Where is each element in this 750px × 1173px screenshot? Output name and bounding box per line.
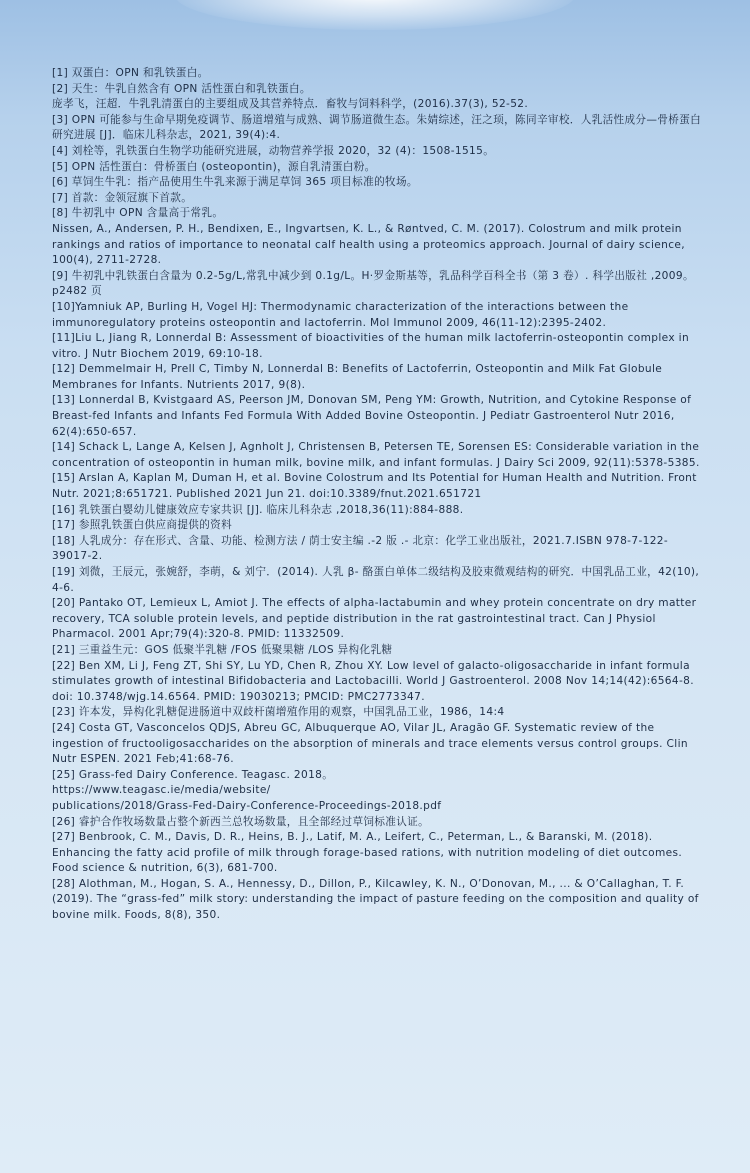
reference-item: [6] 草饲生牛乳：指产品使用生牛乳来源于满足草饲 365 项目标准的牧场。 xyxy=(52,176,418,189)
reference-item: 庞孝飞，汪超．牛乳乳清蛋白的主要组成及其营养特点．畜牧与饲料科学，(2016).37(3), 52-52. xyxy=(52,98,529,111)
reference-item: [19] 刘微，王辰元，张婉舒，李萌，& 刘宁．(2014). 人乳 β- 酪蛋白单体二级结构及胶束微观结构的研究．中国乳品工业，42(10), 4-6. xyxy=(52,566,700,594)
reference-list xyxy=(52,66,704,924)
reference-item: [12] Demmelmair H, Prell C, Timby N, Lonnerdal B: Benefits of Lactoferrin, Osteopontin and Milk Fat Globule Membranes for Infants. Nutrients 2017, 9(8). xyxy=(52,363,663,391)
reference-item: [21] 三重益生元：GOS 低聚半乳糖 /FOS 低聚果糖 /LOS 异构化乳糖 xyxy=(52,643,393,656)
reference-item: [27] Benbrook, C. M., Davis, D. R., Heins, B. J., Latif, M. A., Leifert, C., Peterman, L., & Baranski, M. (2018). Enhancing the fatty acid profile of milk through forage‐based rations, with nutrition modeling of diet outcomes. Food science & nutrition, 6(3), 681-700. xyxy=(52,831,683,875)
reference-item: [11]Liu L, Jiang R, Lonnerdal B: Assessment of bioactivities of the human milk lactoferrin-osteopontin complex in vitro. J Nutr Biochem 2019, 69:10-18. xyxy=(52,332,690,360)
reference-item: [15] Arslan A, Kaplan M, Duman H, et al. Bovine Colostrum and Its Potential for Human Health and Nutrition. Front Nutr. 2021;8:651721. Published 2021 Jun 21. doi:10.3389/fnut.2021.651721 xyxy=(52,472,697,501)
top-light-glow xyxy=(175,0,575,30)
reference-item: [22] Ben XM, Li J, Feng ZT, Shi SY, Lu YD, Chen R, Zhou XY. Low level of galacto-oligosaccharide in infant formula stimulates growth of intestinal Bifidobacteria and Lactobacilli. World J Gastroenterol. 2008 Nov 14;14(42):6564-8. doi: 10.3748/wjg.14.6564. PMID: 19030213; PMCID: PMC2773347. xyxy=(52,659,694,703)
reference-item: publications/2018/Grass-Fed-Dairy-Conference-Proceedings-2018.pdf xyxy=(52,799,442,812)
reference-item: [25] Grass-fed Dairy Conference. Teagasc. 2018。 xyxy=(52,768,334,781)
reference-item: [18] 人乳成分：存在形式、含量、功能、检测方法 / 荫士安主编 .-2 版 .- 北京：化学工业出版社，2021.7.ISBN 978-7-122-39017-2. xyxy=(52,534,669,563)
reference-item: [26] 睿护合作牧场数量占整个新西兰总牧场数量，且全部经过草饲标准认证。 xyxy=(52,815,430,828)
reference-item: [9] 牛初乳中乳铁蛋白含量为 0.2-5g/L,常乳中减少到 0.1g/L。H·罗金斯基等，乳品科学百科全书（第 3 卷）. 科学出版社 ,2009。p2482 页 xyxy=(52,269,694,298)
reference-item: [23] 许本发，异构化乳糖促进肠道中双歧杆菌增殖作用的观察，中国乳品工业，1986，14:4 xyxy=(52,706,505,719)
reference-item: [16] 乳铁蛋白婴幼儿健康效应专家共识 [J]. 临床儿科杂志 ,2018,36(11):884-888. xyxy=(52,503,464,516)
reference-item: [5] OPN 活性蛋白：骨桥蛋白 (osteopontin)，源自乳清蛋白粉。 xyxy=(52,160,376,173)
reference-item: [2] 天生：牛乳自然含有 OPN 活性蛋白和乳铁蛋白。 xyxy=(52,82,311,95)
reference-item: [7] 首款：金领冠旗下首款。 xyxy=(52,191,193,204)
reference-item: https://www.teagasc.ie/media/website/ xyxy=(52,784,271,797)
reference-item: [3] OPN 可能参与生命早期免疫调节、肠道增殖与成熟、调节肠道微生态。朱婧综述，汪之顼，陈同辛审校．人乳活性成分—骨桥蛋白研究进展 [J]．临床儿科杂志，2021, 39(4):4. xyxy=(52,113,702,142)
reference-item: [24] Costa GT, Vasconcelos QDJS, Abreu GC, Albuquerque AO, Vilar JL, Aragão GF. Systematic review of the ingestion of fructooligosaccharides on the absorption of minerals and trace elements versus control groups. Clin Nutr ESPEN. 2021 Feb;41:68-76. xyxy=(52,721,688,766)
reference-item: Nissen, A., Andersen, P. H., Bendixen, E., Ingvartsen, K. L., & Røntved, C. M. (2017). Colostrum and milk protein rankings and ratios of importance to neonatal calf health using a proteomics approach. Journal of dairy science, 100(4), 2711-2728. xyxy=(52,222,685,267)
reference-item: [14] Schack L, Lange A, Kelsen J, Agnholt J, Christensen B, Petersen TE, Sorensen ES: Considerable variation in the concentration of osteopontin in human milk, bovine milk, and infant formulas. J Dairy Sci 2009, 92(11):5378-5385. xyxy=(52,441,700,469)
reference-item: [17] 参照乳铁蛋白供应商提供的资料 xyxy=(52,519,233,532)
reference-item: [13] Lonnerdal B, Kvistgaard AS, Peerson JM, Donovan SM, Peng YM: Growth, Nutrition, and Cytokine Response of Breast-fed Infants and Infants Fed Formula With Added Bovine Osteopontin. J Pediatr Gastroenterol Nutr 2016, 62(4):650-657. xyxy=(52,394,692,438)
reference-item: [20] Pantako OT, Lemieux L, Amiot J. The effects of alpha-lactabumin and whey protein concentrate on dry matter recovery, TCA soluble protein levels, and peptide distribution in the rat gastrointestinal tract. Can J Physiol Pharmacol. 2001 Apr;79(4):320-8. PMID: 11332509. xyxy=(52,597,697,641)
reference-item: [8] 牛初乳中 OPN 含量高于常乳。 xyxy=(52,207,224,220)
reference-item: [28] Alothman, M., Hogan, S. A., Hennessy, D., Dillon, P., Kilcawley, K. N., O’Donovan, M., ... & O’Callaghan, T. F. (2019). The “grass-fed” milk story: understanding the impact of pasture feeding on the composition and quality of bovine milk. Foods, 8(8), 350. xyxy=(52,877,699,922)
reference-item: [4] 刘栓等，乳铁蛋白生物学功能研究进展，动物营养学报 2020，32 (4)：1508-1515。 xyxy=(52,144,495,157)
reference-item: [10]Yamniuk AP, Burling H, Vogel HJ: Thermodynamic characterization of the interactions between the immunoregulatory proteins osteopontin and lactoferrin. Mol Immunol 2009, 46(11-12):2395-2402. xyxy=(52,300,629,329)
reference-item: [1] 双蛋白：OPN 和乳铁蛋白。 xyxy=(52,67,209,79)
